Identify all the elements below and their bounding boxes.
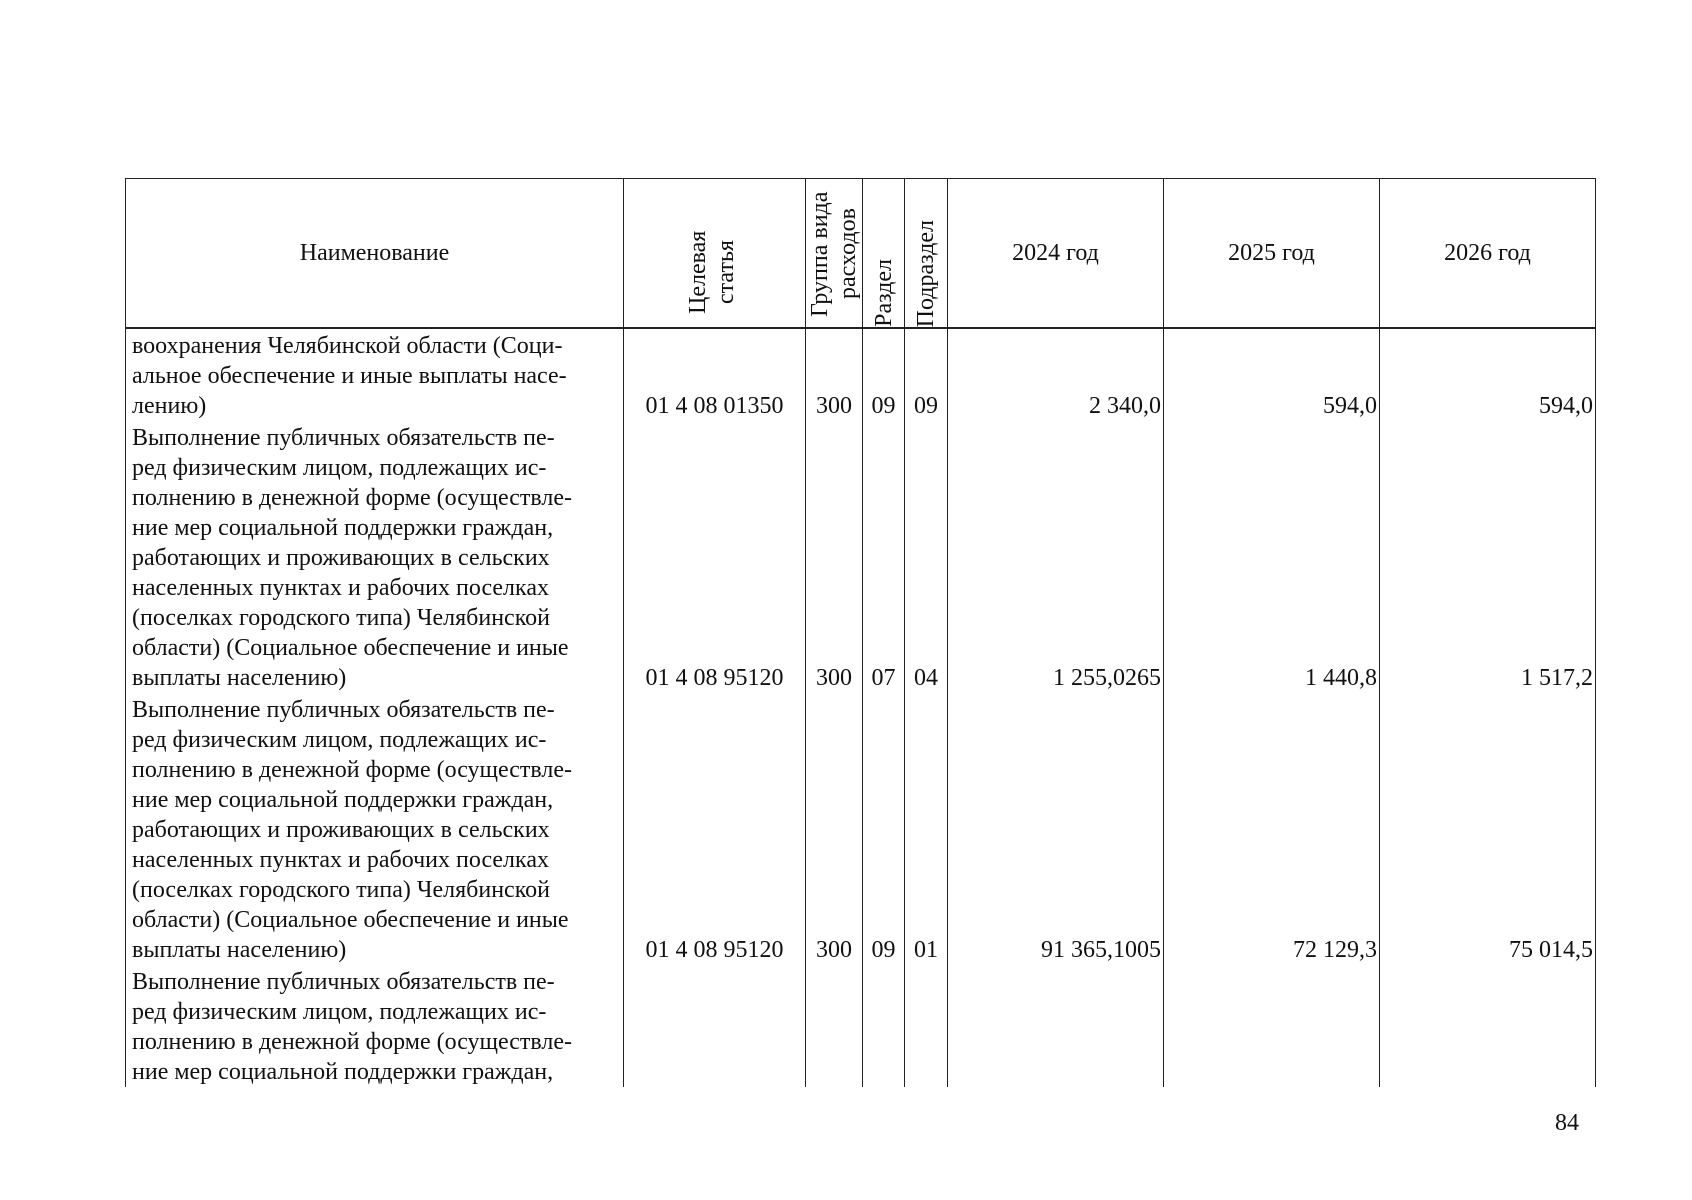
name-line: Выполнение публичных обязательств пе- — [132, 697, 555, 723]
name-line: (поселках городского типа) Челябинской — [132, 877, 550, 903]
expense-group-cell: 300 — [806, 328, 863, 421]
name-line: населенных пунктах и рабочих поселках — [132, 575, 549, 601]
name-line: области) (Социальное обеспечение и иные — [132, 907, 569, 933]
name-line: полнению в денежной форме (осуществле- — [132, 485, 573, 511]
table-body — [126, 328, 1596, 1087]
header-target-article — [624, 179, 806, 329]
amount-2026-cell: 594,0 — [1380, 328, 1596, 421]
amount-2024-cell: 2 340,0 — [948, 328, 1164, 421]
name-line: ред физическим лицом, подлежащих ис- — [132, 999, 547, 1025]
amount-2025-cell: 72 129,3 — [1164, 693, 1380, 965]
target-article-cell: 01 4 08 01350 — [624, 328, 806, 421]
target-article-cell — [624, 965, 806, 1087]
header-section — [863, 179, 905, 329]
amount-2024-cell — [948, 965, 1164, 1087]
table-header-row — [126, 179, 1596, 329]
amount-2026-cell — [1380, 965, 1596, 1087]
expense-group-cell: 300 — [806, 693, 863, 965]
header-target-article-label: Целевая статья — [684, 230, 739, 314]
header-subsection-label: Подраздел — [913, 219, 939, 327]
name-line: альное обеспечение и иные выплаты насе- — [132, 363, 567, 389]
section-cell — [863, 965, 905, 1087]
name-cell — [126, 965, 624, 1087]
amount-2025-cell: 594,0 — [1164, 328, 1380, 421]
header-year-2026: 2026 год — [1380, 179, 1596, 329]
name-line: ред физическим лицом, подлежащих ис- — [132, 727, 547, 753]
name-line: полнению в денежной форме (осуществле- — [132, 1029, 573, 1055]
amount-2024-cell: 91 365,1005 — [948, 693, 1164, 965]
expense-group-cell: 300 — [806, 421, 863, 693]
section-cell: 09 — [863, 693, 905, 965]
budget-table — [125, 178, 1596, 1087]
header-section-label: Раздел — [870, 259, 897, 327]
table-row — [126, 965, 1596, 1087]
name-line: выплаты населению) — [132, 937, 347, 963]
name-line: полнению в денежной форме (осуществле- — [132, 757, 573, 783]
expense-group-cell — [806, 965, 863, 1087]
amount-2026-cell: 1 517,2 — [1380, 421, 1596, 693]
name-line: воохранения Челябинской области (Соци- — [132, 333, 563, 359]
name-line: выплаты населению) — [132, 665, 347, 691]
subsection-cell: 04 — [905, 421, 948, 693]
table-row — [126, 328, 1596, 421]
header-year-2024: 2024 год — [948, 179, 1164, 329]
header-expense-group-label: Группа вида расходов — [807, 191, 861, 317]
page-number: 84 — [1555, 1110, 1579, 1136]
subsection-cell: 01 — [905, 693, 948, 965]
header-expense-group — [806, 179, 863, 329]
name-line: лению) — [132, 393, 207, 419]
name-line: Выполнение публичных обязательств пе- — [132, 425, 555, 451]
name-line: ред физическим лицом, подлежащих ис- — [132, 455, 547, 481]
name-line: ние мер социальной поддержки граждан, — [132, 515, 554, 541]
amount-2025-cell — [1164, 965, 1380, 1087]
name-line: Выполнение публичных обязательств пе- — [132, 969, 555, 995]
amount-2025-cell: 1 440,8 — [1164, 421, 1380, 693]
name-cell — [126, 421, 624, 693]
name-line: работающих и проживающих в сельских — [132, 817, 550, 843]
name-line: ние мер социальной поддержки граждан, — [132, 1059, 554, 1085]
name-line: населенных пунктах и рабочих поселках — [132, 847, 549, 873]
name-cell — [126, 328, 624, 421]
header-name: Наименование — [126, 179, 624, 329]
header-subsection — [905, 179, 948, 329]
subsection-cell — [905, 965, 948, 1087]
target-article-cell: 01 4 08 95120 — [624, 421, 806, 693]
subsection-cell: 09 — [905, 328, 948, 421]
section-cell: 09 — [863, 328, 905, 421]
name-line: работающих и проживающих в сельских — [132, 545, 550, 571]
name-line: (поселках городского типа) Челябинской — [132, 605, 550, 631]
header-year-2025: 2025 год — [1164, 179, 1380, 329]
name-line: ние мер социальной поддержки граждан, — [132, 787, 554, 813]
section-cell: 07 — [863, 421, 905, 693]
table-row — [126, 421, 1596, 693]
table-row — [126, 693, 1596, 965]
target-article-cell: 01 4 08 95120 — [624, 693, 806, 965]
name-cell — [126, 693, 624, 965]
name-line: области) (Социальное обеспечение и иные — [132, 635, 569, 661]
amount-2024-cell: 1 255,0265 — [948, 421, 1164, 693]
amount-2026-cell: 75 014,5 — [1380, 693, 1596, 965]
